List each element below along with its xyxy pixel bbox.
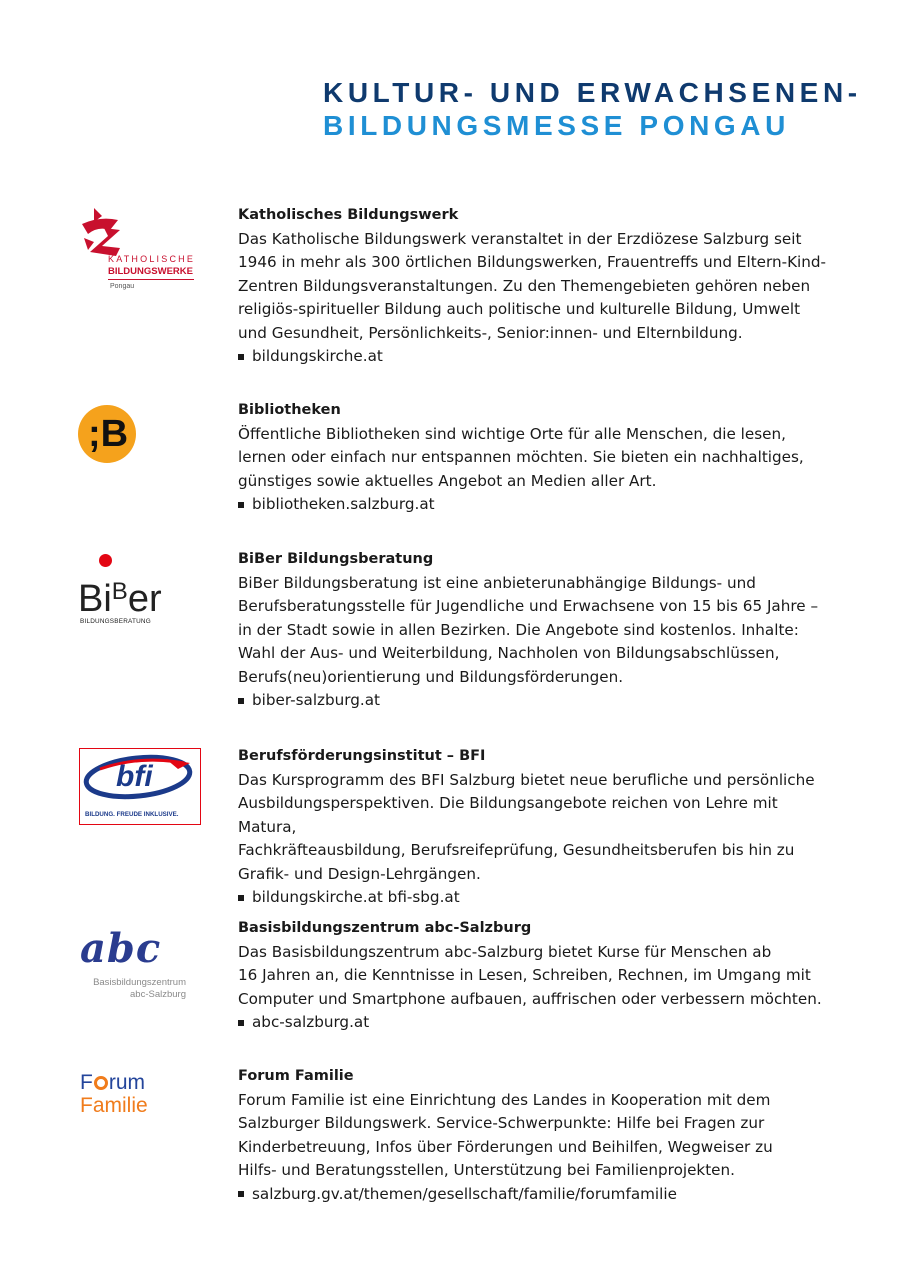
forum-wordmark — [80, 1071, 180, 1094]
biber-part-1: Bi — [78, 578, 112, 620]
entry-link-row — [238, 345, 838, 369]
biber-wordmark — [78, 570, 162, 621]
entry-link-row — [238, 1011, 838, 1035]
abc-caption — [78, 977, 186, 1001]
entry-link[interactable]: biber-salzburg.at — [252, 691, 380, 709]
abc-caption-line-1: Basisbildungszentrum — [93, 977, 186, 988]
bullet-icon — [238, 502, 244, 508]
abc-mark: abc — [80, 925, 162, 972]
biber-part-3: er — [127, 578, 162, 620]
entry-title: BiBer Bildungsberatung — [238, 551, 434, 567]
entry-title: Berufsförderungsinstitut – BFI — [238, 748, 486, 764]
entry-description: BiBer Bildungsberatung ist eine anbieterunabhängige Bildungs- und Berufsberatungsstelle für Jugendliche und Erwachsene von 15 bis 65 Jahre – in der Stadt sowie in allen Bezirken. Die Angebote sind kostenlos. Inhalte: Wahl der Aus- und Weiterbildung, Nachholen von Bildungsabschlüssen, Berufs(neu)orientierung und Bildungsförderungen. — [238, 573, 819, 686]
entry-link-row — [238, 493, 838, 517]
header-title-line-1: KULTUR- UND ERWACHSENEN- — [323, 77, 862, 108]
header-title-line-2: BILDUNGSMESSE PONGAU — [323, 110, 790, 141]
entry-text — [238, 1065, 838, 1206]
bfi-caption: BILDUNG. FREUDE INKLUSIVE. — [85, 811, 179, 818]
forum-letter-f: F — [80, 1071, 93, 1094]
katholisches-bildungswerk-logo — [78, 206, 198, 296]
entry-link-row — [238, 886, 838, 910]
bullet-icon — [238, 1191, 244, 1197]
bibliotheken-glyph: ;B — [88, 413, 129, 455]
entry-text — [238, 399, 838, 517]
entry-link[interactable]: abc-salzburg.at — [252, 1013, 370, 1031]
entry-title: Katholisches Bildungswerk — [238, 207, 459, 223]
forum-letters-rum: rum — [108, 1071, 145, 1094]
entry-description: Öffentliche Bibliotheken sind wichtige Orte für alle Menschen, die lesen, lernen oder einfach nur entspannen möchten. Sie bieten ein nachhaltiges, günstiges sowie aktuelles Angebot an Medien aller Art. — [238, 424, 804, 490]
kbw-logo-line-3: Pongau — [110, 283, 135, 290]
abc-caption-line-2: abc-Salzburg — [130, 989, 186, 1000]
entry-description: Forum Familie ist eine Einrichtung des Landes in Kooperation mit dem Salzburger Bildungswerk. Service-Schwerpunkte: Hilfe bei Fragen zur Kinderbetreuung, Infos über Förderungen und Beihilfen, Wegweiser zu Hilfs- und Beratungsstellen, Unterstützung bei Familienprojekten. — [238, 1090, 773, 1179]
bullet-icon — [238, 354, 244, 360]
biber-part-2: B — [111, 578, 128, 605]
biber-dot-icon — [99, 554, 112, 567]
bullet-icon — [238, 895, 244, 901]
entry-text — [238, 917, 838, 1035]
entry-text — [238, 745, 838, 910]
entry-description: Das Basisbildungszentrum abc-Salzburg bietet Kurse für Menschen ab 16 Jahren an, die Kenntnisse in Lesen, Schreiben, Rechnen, im Umgang mit Computer und Smartphone aufbauen, auffrischen oder verbessern möchten. — [238, 942, 822, 1008]
entry-description: Das Katholische Bildungswerk veranstaltet in der Erzdiözese Salzburg seit 1946 in mehr als 300 örtlichen Bildungswerken, Frauentreffs und Eltern-Kind- Zentren Bildungsveranstaltungen. Zu den Themengebieten gehören neben religiös-spiritueller Bildung auch politische und kulturelle Bildung, Umwelt und Gesundheit, Persönlichkeits-, Senior:innen- und Elternbildung. — [238, 229, 826, 342]
entry-link-row — [238, 689, 838, 713]
bfi-mark: bfi — [116, 760, 153, 793]
bullet-icon — [238, 1020, 244, 1026]
entry-text — [238, 204, 838, 369]
entry-description: Das Kursprogramm des BFI Salzburg bietet neue berufliche und persönliche Ausbildungsperspektiven. Die Bildungsangebote reichen von Lehre mit Matura, Fachkräfteausbildung, Berufsreifeprüfung, Gesundheitsberufen bis hin zu Grafik- und Design-Lehrgängen. — [238, 770, 815, 883]
familie-wordmark: Familie — [80, 1094, 148, 1117]
entry-link[interactable]: bibliotheken.salzburg.at — [252, 495, 435, 513]
entry-text — [238, 548, 838, 713]
entry-link[interactable]: salzburg.gv.at/themen/gesellschaft/familie/forumfamilie — [252, 1184, 677, 1203]
kbw-logo-line-2: BILDUNGSWERKE — [108, 266, 193, 277]
entry-title: Forum Familie — [238, 1068, 354, 1084]
biber-caption: BILDUNGSBERATUNG — [80, 618, 151, 625]
biber-logo — [78, 554, 178, 634]
bullet-icon — [238, 698, 244, 704]
entry-link[interactable]: bildungskirche.at bfi-sbg.at — [252, 888, 460, 906]
page-header — [323, 76, 862, 142]
entry-link-row — [238, 1183, 838, 1207]
kbw-logo-line-1: KATHOLISCHE — [108, 254, 196, 264]
forum-spiral-icon — [94, 1076, 108, 1090]
bibliotheken-logo — [78, 405, 138, 465]
bfi-logo — [79, 748, 201, 825]
kbw-logo-underline — [108, 279, 194, 280]
forum-familie-logo — [80, 1071, 180, 1123]
abc-salzburg-logo — [78, 925, 190, 1003]
entry-title: Basisbildungszentrum abc-Salzburg — [238, 920, 532, 936]
entry-title: Bibliotheken — [238, 402, 341, 418]
entry-link[interactable]: bildungskirche.at — [252, 347, 383, 365]
